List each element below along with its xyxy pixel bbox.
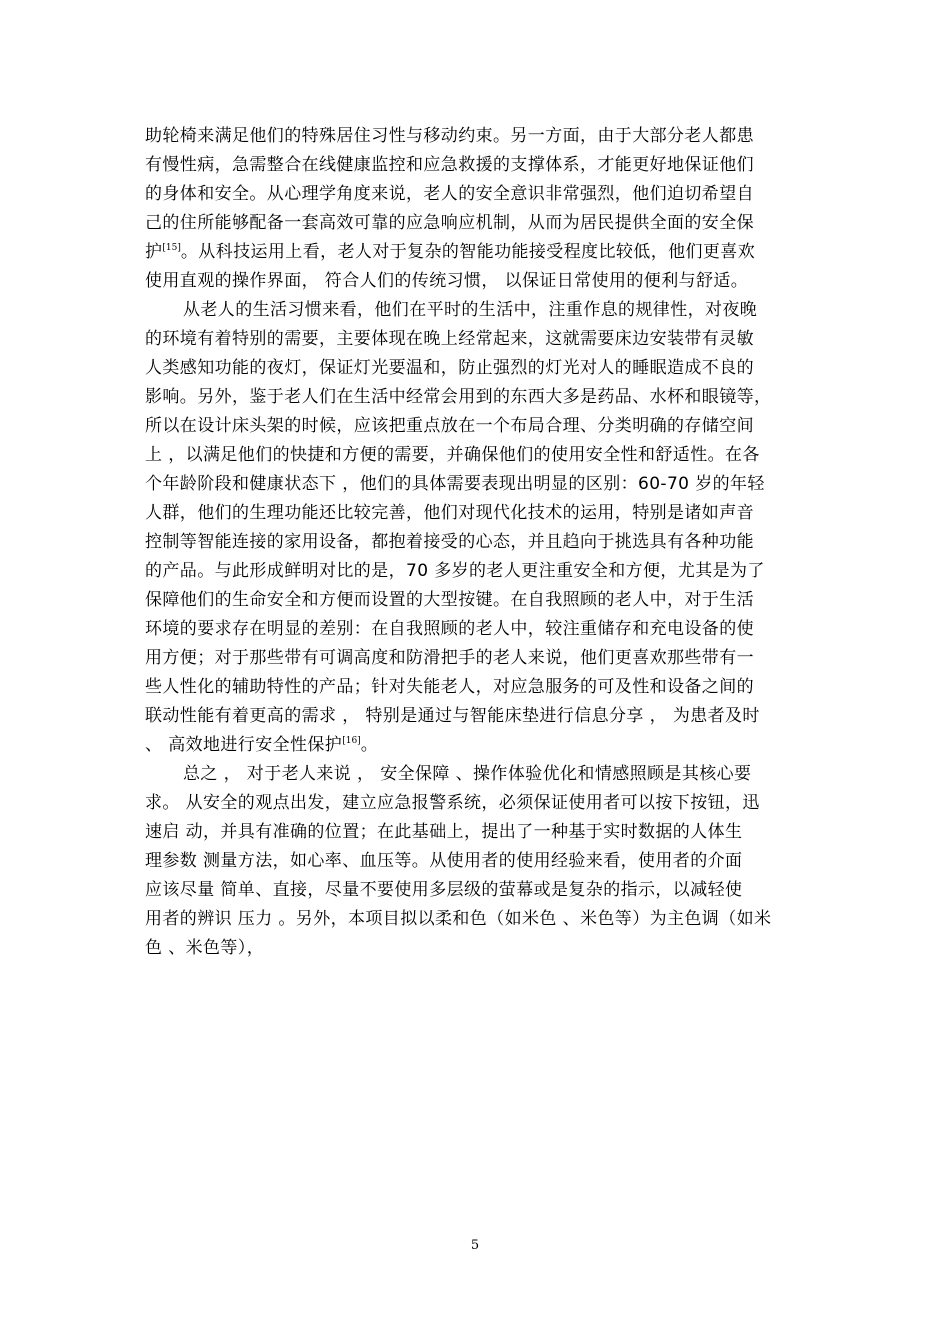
citation-15: [15] bbox=[162, 243, 181, 253]
paragraph-1-line-2: 有慢性病，急需整合在线健康监控和应急救援的支撑体系，才能更好地保证他们 bbox=[145, 155, 754, 175]
paragraph-1-line-4: 己的住所能够配备一套高效可靠的应急响应机制，从而为居民提供全面的安全保 bbox=[145, 213, 754, 233]
paragraph-2-line-3: 人类感知功能的夜灯，保证灯光要温和，防止强烈的灯光对人的睡眠造成不良的 bbox=[145, 358, 754, 378]
paragraph-3-line-1: 总之 ， 对于老人来说 ， 安全保障 、操作体验优化和情感照顾是其核心要 bbox=[183, 764, 752, 784]
paragraph-2-line-6: 上 ，以满足他们的快捷和方便的需要，并确保他们的使用安全性和舒适性。在各 bbox=[145, 445, 760, 465]
paragraph-2-line-12: 环境的要求存在明显的差别：在自我照顾的老人中，较注重储存和充电设备的使 bbox=[145, 619, 754, 639]
paragraph-3-line-6: 用者的辨识 压力 。另外，本项目拟以柔和色（如米色 、米色等）为主色调（如米 bbox=[145, 909, 772, 929]
line-text-after: 。 bbox=[360, 735, 379, 755]
paragraph-1-line-3: 的身体和安全。从心理学角度来说，老人的安全意识非常强烈，他们迫切希望自 bbox=[145, 184, 754, 204]
paragraph-2-line-9: 控制等智能连接的家用设备，都抱着接受的心态，并且趋向于挑选具有各种功能 bbox=[145, 532, 754, 552]
paragraph-1-line-1: 助轮椅来满足他们的特殊居住习性与移动约束。另一方面，由于大部分老人都患 bbox=[145, 126, 754, 146]
paragraph-2-line-4: 影响。另外，鉴于老人们在生活中经常会用到的东西大多是药品、水杯和眼镜等， bbox=[145, 387, 772, 407]
paragraph-2-line-16 bbox=[145, 731, 378, 759]
paragraph-2-line-1: 从老人的生活习惯来看，他们在平时的生活中，注重作息的规律性，对夜晚 bbox=[183, 300, 758, 320]
paragraph-3-line-4: 理参数 测量方法，如心率、血压等。从使用者的使用经验来看，使用者的介面 bbox=[145, 851, 743, 871]
paragraph-3-line-5: 应该尽量 简单、直接，尽量不要使用多层级的萤幕或是复杂的指示，以减轻使 bbox=[145, 880, 743, 900]
paragraph-1-line-6: 使用直观的操作界面， 符合人们的传统习惯， 以保证日常使用的便利与舒适。 bbox=[145, 271, 749, 291]
line-text: 护 bbox=[145, 242, 163, 262]
paragraph-2-line-8: 人群，他们的生理功能还比较完善，他们对现代化技术的运用，特别是诸如声音 bbox=[145, 503, 754, 523]
paragraph-1-line-5 bbox=[145, 238, 755, 266]
page-number: 5 bbox=[470, 1238, 480, 1253]
citation-16: [16] bbox=[342, 736, 361, 746]
paragraph-2-line-13: 用方便；对于那些带有可调高度和防滑把手的老人来说，他们更喜欢那些带有一 bbox=[145, 648, 754, 668]
paragraph-3-line-7: 色 、米色等）， bbox=[145, 938, 265, 958]
paragraph-2-line-10: 的产品。与此形成鲜明对比的是，70 多岁的老人更注重安全和方便，尤其是为了 bbox=[145, 561, 765, 581]
line-text: 、 高效地进行安全性保护 bbox=[145, 735, 343, 755]
line-text-after: 。从科技运用上看，老人对于复杂的智能功能接受程度比较低，他们更喜欢 bbox=[180, 242, 756, 262]
paragraph-2-line-7: 个年龄阶段和健康状态下 ，他们的具体需要表现出明显的区别：60-70 岁的年轻 bbox=[145, 474, 765, 494]
paragraph-2-line-14: 些人性化的辅助特性的产品；针对失能老人，对应急服务的可及性和设备之间的 bbox=[145, 677, 754, 697]
paragraph-3-line-2: 求。 从安全的观点出发，建立应急报警系统，必须保证使用者可以按下按钮，迅 bbox=[145, 793, 760, 813]
paragraph-2-line-2: 的环境有着特别的需要，主要体现在晚上经常起来，这就需要床边安装带有灵敏 bbox=[145, 329, 754, 349]
paragraph-2-line-5: 所以在设计床头架的时候，应该把重点放在一个布局合理、分类明确的存储空间 bbox=[145, 416, 754, 436]
paragraph-3-line-3: 速启 动，并具有准确的位置；在此基础上，提出了一种基于实时数据的人体生 bbox=[145, 822, 743, 842]
paragraph-2-line-11: 保障他们的生命安全和方便而设置的大型按键。在自我照顾的老人中，对于生活 bbox=[145, 590, 754, 610]
paragraph-2-line-15: 联动性能有着更高的需求 ， 特别是通过与智能床垫进行信息分享 ， 为患者及时 bbox=[145, 706, 760, 726]
